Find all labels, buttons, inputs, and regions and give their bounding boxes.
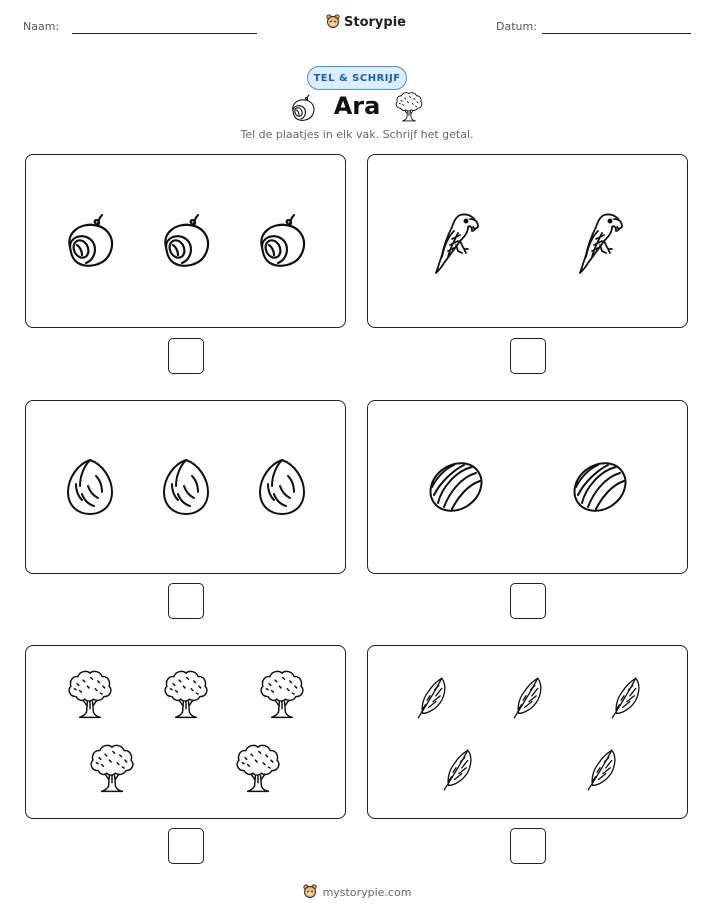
feather-icon — [504, 668, 548, 728]
brand-name: Storypie — [344, 14, 406, 30]
brand-logo — [326, 14, 406, 30]
page-title: Ara — [333, 92, 381, 120]
bear-logo-icon — [326, 14, 340, 30]
tree-icon — [86, 740, 138, 796]
answer-box[interactable] — [510, 583, 546, 619]
almond-icon — [252, 455, 312, 519]
plum-icon — [156, 211, 216, 271]
date-line[interactable] — [542, 33, 691, 34]
count-panel-parrots — [367, 154, 688, 328]
bear-logo-icon — [303, 884, 317, 900]
footer — [0, 884, 714, 900]
name-label: Naam: — [23, 20, 60, 33]
feather-icon — [602, 668, 646, 728]
count-panel-feathers — [367, 645, 688, 819]
tree-icon — [160, 666, 212, 722]
answer-box[interactable] — [510, 828, 546, 864]
almond-icon — [156, 455, 216, 519]
answer-box[interactable] — [510, 338, 546, 374]
tree-icon — [393, 90, 425, 122]
tree-icon — [64, 666, 116, 722]
tree-icon — [232, 740, 284, 796]
feather-icon — [408, 668, 452, 728]
almond-icon — [60, 455, 120, 519]
footer-url: mystorypie.com — [322, 885, 412, 899]
name-line[interactable] — [72, 33, 257, 34]
answer-box[interactable] — [168, 338, 204, 374]
count-panel-nuts — [367, 400, 688, 574]
plum-icon — [252, 211, 312, 271]
parrot-icon — [570, 205, 630, 277]
answer-box[interactable] — [168, 828, 204, 864]
parrot-icon — [426, 205, 486, 277]
activity-badge: TEL & SCHRIJF — [307, 66, 407, 90]
count-panel-almonds — [25, 400, 346, 574]
date-label: Datum: — [496, 20, 537, 33]
tree-icon — [256, 666, 308, 722]
count-panel-trees — [25, 645, 346, 819]
feather-icon — [434, 740, 478, 800]
feather-icon — [578, 740, 622, 800]
instructions: Tel de plaatjes in elk vak. Schrijf het getal. — [240, 128, 474, 141]
count-panel-plums — [25, 154, 346, 328]
nut-icon — [426, 457, 486, 517]
plum-icon — [60, 211, 120, 271]
answer-box[interactable] — [168, 583, 204, 619]
nut-icon — [570, 457, 630, 517]
